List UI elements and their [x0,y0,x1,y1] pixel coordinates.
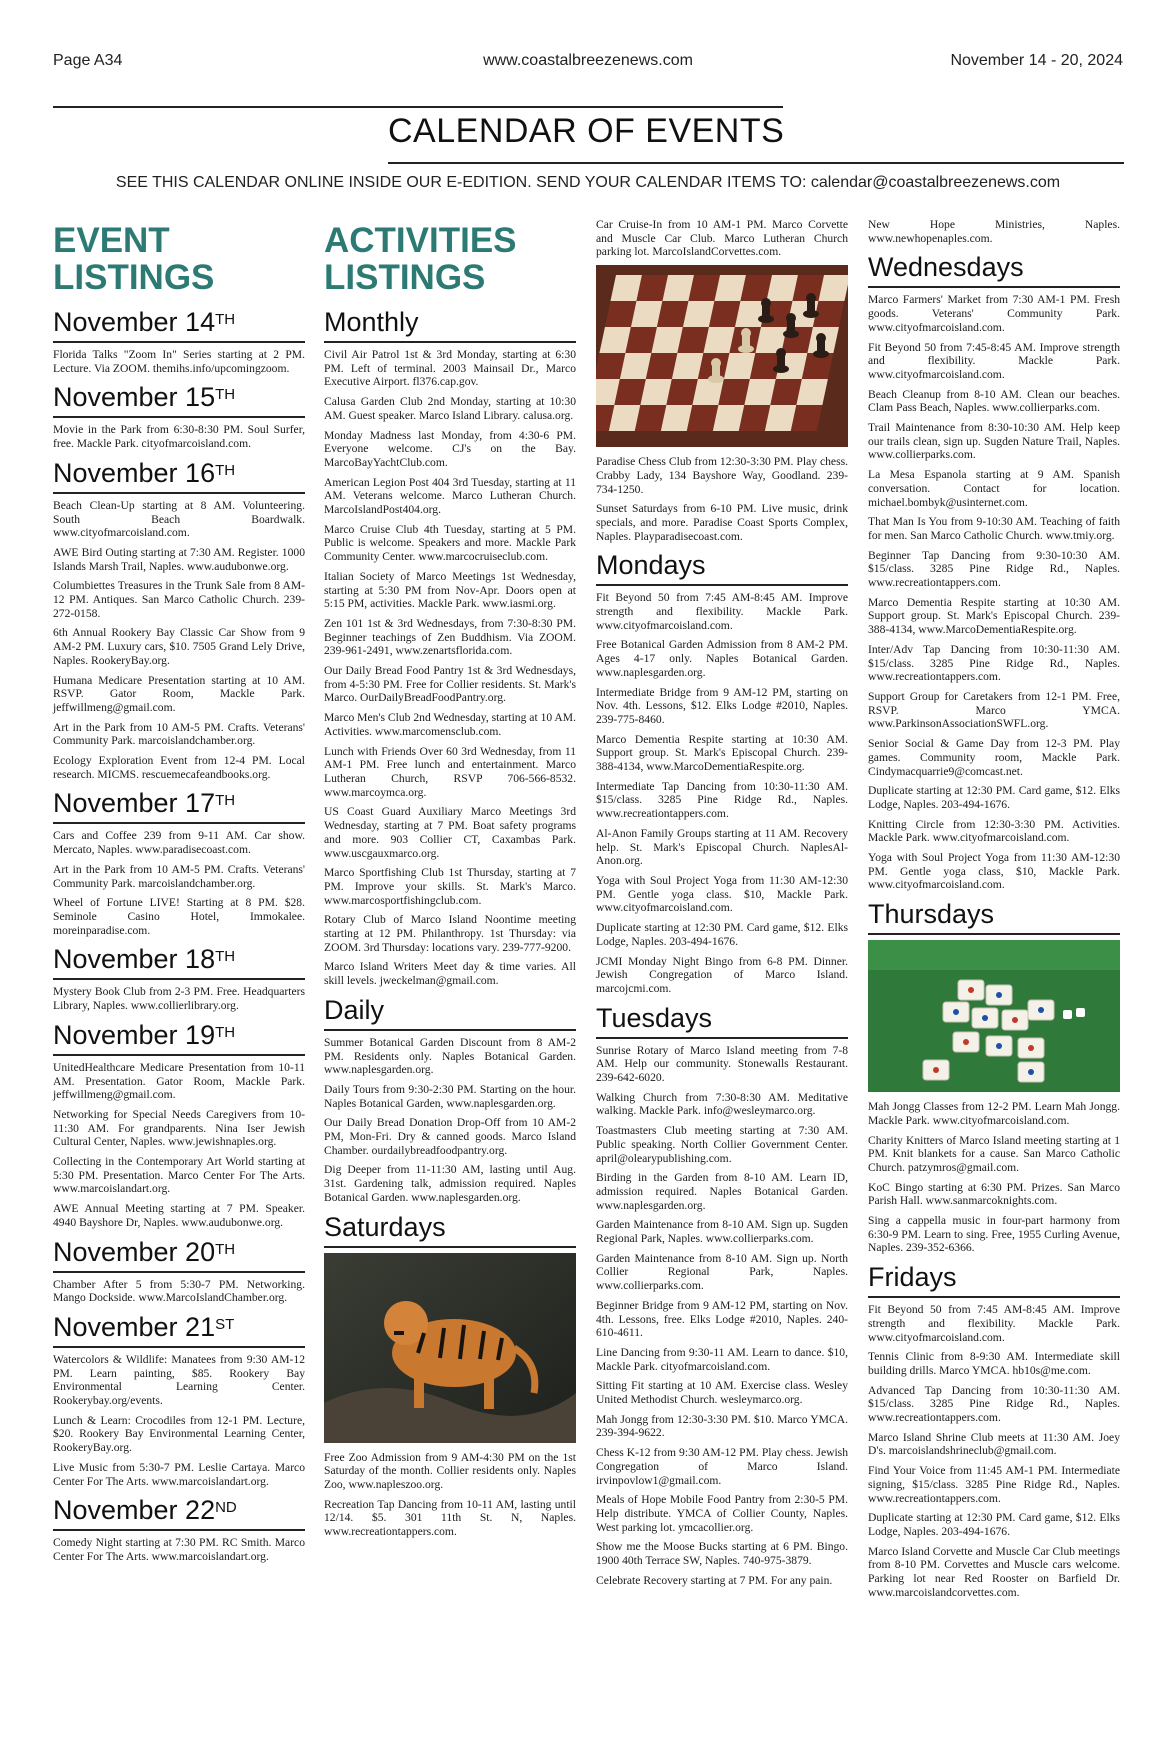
heading-line: ACTIVITIES [324,221,517,260]
listing-item: Charity Knitters of Marco Island meeting starting at 1 PM. Knit blankets for a cause. San Marco Catholic Church. patzymros@gmail.com. [868,1133,1120,1174]
listing-item: Recreation Tap Dancing from 10-11 AM, lasting until 12/14. $5. 301 11th St. N, Naples. www.recreationtappers.com. [324,1497,576,1539]
listing-item: Show me the Moose Bucks starting at 6 PM. Bingo. 1900 40th Terrace SW, Naples. 740-975-3879. [596,1540,848,1568]
event-day-heading [53,306,305,343]
event-day-label: November 16 [53,457,216,488]
event-item: 6th Annual Rookery Bay Classic Car Show from 9 AM-2 PM. Luxury cars, $10. 7505 Grand Lely Drive, Naples. RookeryBay.org. [53,626,305,667]
listing-item: Duplicate starting at 12:30 PM. Card game, $12. Elks Lodge, Naples. 203-494-1676. [596,921,848,948]
event-item: Florida Talks "Zoom In" Series starting at 2 PM. Lecture. Via ZOOM. themihs.info/upcomingzoom. [53,348,305,375]
title-rule [388,162,1124,164]
calendar-subtitle: SEE THIS CALENDAR ONLINE INSIDE OUR E-EDITION. SEND YOUR CALENDAR ITEMS TO: calendar@coastalbreezenews.com [115,174,1061,191]
listing-item: That Man Is You from 9-10:30 AM. Teaching of faith for men. San Marco Catholic Church. www.tmiy.org. [868,515,1120,542]
site-url[interactable]: www.coastalbreezenews.com [483,52,693,69]
listing-item: American Legion Post 404 3rd Tuesday, starting at 11 AM. Veterans welcome. Marco Lutheran Church. MarcoIslandPost404.org. [324,475,576,517]
listing-item: Tennis Clinic from 8-9:30 AM. Intermediate skill building drills. Marco YMCA. hb10s@me.com. [868,1350,1120,1377]
event-item: Ecology Exploration Event from 12-4 PM. Local research. MICMS. rescuemecafeandbooks.org. [53,754,305,781]
event-day-suffix: TH [215,311,236,328]
listing-item: Mah Jongg from 12:30-3:30 PM. $10. Marco YMCA. 239-394-9622. [596,1412,848,1440]
event-day-suffix: ST [215,1315,235,1333]
listing-item: Advanced Tap Dancing from 10:30-11:30 AM. $15/class. 3285 Pine Ridge Rd., Naples. www.recreationtappers.com. [868,1383,1120,1425]
event-day-heading [53,381,305,418]
listing-item: Zen 101 1st & 3rd Wednesdays, from 7:30-8:30 PM. Beginner teachings of Zen Buddhism. Via ZOOM. 239-961-2491, www.zenartsflorida.com. [324,616,576,658]
event-day-heading [53,943,305,980]
event-day-heading [53,1236,305,1273]
monthly-list [324,348,576,988]
event-day-suffix: TH [215,792,236,810]
listing-item: Intermediate Bridge from 9 AM-12 PM, starting on Nov. 4th. Lessons, $12. Elks Lodge #2010, Naples. 239-775-8460. [596,685,848,726]
activities-listings-heading [324,222,576,296]
event-item: AWE Bird Outing starting at 7:30 AM. Register. 1000 Islands Marsh Trail, Naples. www.audubonwe.org. [53,545,305,573]
listing-item: Celebrate Recovery starting at 7 PM. For any pain. [596,1573,833,1587]
listing-item: Rotary Club of Marco Island Noontime meeting starting at 12 PM. Philanthropy. 1st Thursday: via ZOOM. 3rd Thursday: locations vary. 239-777-9200. [324,913,576,954]
listing-item: Sunset Saturdays from 6-10 PM. Live music, drink specials, and more. Paradise Coast Sports Complex, Naples. Playparadisecoast.com. [596,502,848,543]
event-day-label: November 20 [53,1236,216,1267]
monthly-heading: Monthly [324,306,576,343]
fridays-heading: Fridays [868,1261,1120,1298]
listing-item: Yoga with Soul Project Yoga from 11:30 AM-12:30 PM. Gentle yoga class, $10, Mackle Park. www.cityofmarcoisland.com. [868,851,1120,892]
saturday-more-list [596,455,848,543]
event-item: Humana Medicare Presentation starting at 10 AM. RSVP. Gator Room, Mackle Park. jeffwillmeng@gmail.com. [53,673,305,714]
event-day-heading [53,787,305,824]
event-day-heading [53,1311,305,1348]
column-three [596,218,848,1594]
listing-item: Senior Social & Game Day from 12-3 PM. Play games. Community room, Mackle Park. Cindymacquarrie9@comcast.net. [868,737,1120,778]
mondays-heading: Mondays [596,549,848,586]
event-item: Wheel of Fortune LIVE! Starting at 8 PM. $28. Seminole Casino Hotel, Immokalee. moreinparadise.com. [53,896,305,937]
listing-item: Support Group for Caretakers from 12-1 PM. Free, RSVP. Marco YMCA. www.ParkinsonAssociationSWFL.org. [868,689,1120,731]
event-days [53,306,305,1564]
heading-line: LISTINGS [53,258,215,297]
listing-item: Summer Botanical Garden Discount from 8 AM-2 PM. Residents only. Naples Botanical Garden. www.naplesgarden.org. [324,1035,576,1077]
listing-item: Duplicate starting at 12:30 PM. Card game, $12. Elks Lodge, Naples. 203-494-1676. [868,784,1120,811]
listing-item: Daily Tours from 9:30-2:30 PM. Starting on the hour. Naples Botanical Garden, www.naplesgarden.org. [324,1082,576,1110]
event-item: Live Music from 5:30-7 PM. Leslie Cartaya. Marco Center For The Arts. www.marcoislandart.org. [53,1460,305,1488]
event-item: Art in the Park from 10 AM-5 PM. Crafts. Veterans' Community Park. marcoislandchamber.org. [53,862,305,890]
listing-item: Marco Island Writers Meet day & time varies. All skill levels. jweckelman@gmail.com. [324,960,576,988]
thursdays-list [868,1100,1120,1255]
listing-item: Marco Sportfishing Club 1st Thursday, starting at 7 PM. Improve your skills. St. Mark's Marco. www.marcosportfishingclub.com. [324,866,576,907]
listing-item: Car Cruise-In from 10 AM-1 PM. Marco Corvette and Muscle Car Club. Marco Lutheran Church parking lot. MarcoIslandCorvettes.com. [596,218,848,259]
header-rule [53,106,783,108]
listing-item: Inter/Adv Tap Dancing from 10:30-11:30 AM. $15/class. 3285 Pine Ridge Rd., Naples. www.recreationtappers.com. [868,642,1120,684]
listing-item: Fit Beyond 50 from 7:45 AM-8:45 AM. Improve strength and flexibility. Mackle Park. www.cityofmarcoisland.com. [596,591,848,632]
event-day-label: November 14 [53,307,216,337]
event-item: UnitedHealthcare Medicare Presentation from 10-11 AM. Presentation. Gator Room, Mackle Park. jeffwillmeng@gmail.com. [53,1060,305,1102]
listing-item: Lunch with Friends Over 60 3rd Wednesday, from 11 AM-1 PM. Free lunch and entertainment. Marco Lutheran Church, RSVP 706-566-8532. www.marcoymca.org. [324,744,576,799]
listing-item: Trail Maintenance from 8:30-10:30 AM. Help keep our trails clean, sign up. Sugden Nature Trail, Naples. www.collierparks.com. [868,421,1120,462]
listing-item: Dig Deeper from 11-11:30 AM, lasting until Aug. 31st. Gardening talk, admission required. Naples Botanical Garden. www.naplesgarden.org. [324,1163,576,1204]
listing-item: Meals of Hope Mobile Food Pantry from 2:30-5 PM. Help distribute. YMCA of Collier County, Naples. West parking lot. ymcacollier.org. [596,1493,848,1534]
event-day-label: November 17 [53,788,216,819]
event-listings-heading [53,222,305,296]
mondays-list [596,591,848,995]
listing-item: Duplicate starting at 12:30 PM. Card game, $12. Elks Lodge, Naples. 203-494-1676. [868,1511,1120,1538]
event-day-suffix: TH [215,461,236,479]
thursdays-heading: Thursdays [868,898,1120,935]
listing-item: Marco Men's Club 2nd Wednesday, starting at 10 AM. Activities. www.marcomensclub.com. [324,711,576,738]
event-day-suffix: ND [215,1499,237,1517]
event-item: Lunch & Learn: Crocodiles from 12-1 PM. Lecture, $20. Rookery Bay Environmental Learning Center, RookeryBay.org. [53,1413,305,1455]
heading-line: LISTINGS [324,258,486,297]
listing-item: Al-Anon Family Groups starting at 11 AM. Recovery help. St. Mark's Episcopal Church. NaplesAl-Anon.org. [596,826,848,868]
listing-item: Intermediate Tap Dancing from 10:30-11:30 AM. $15/class. 3285 Pine Ridge Rd., Naples. www.recreationtappers.com. [596,779,848,821]
chess-photo [596,265,848,447]
event-item: Beach Clean-Up starting at 8 AM. Volunteering. South Beach Boardwalk. www.cityofmarcoisland.com. [53,498,305,540]
listing-item: Civil Air Patrol 1st & 3rd Monday, starting at 6:30 PM. Left of terminal. 2003 Mainsail Dr., Marco Executive Airport. fl376.cap.gov. [324,348,576,389]
daily-heading: Daily [324,994,576,1031]
listing-item: Marco Dementia Respite starting at 10:30 AM. Support group. St. Mark's Episcopal Church. 239-388-4134, www.MarcoDementiaRespite.org. [596,732,848,774]
event-day-label: November 18 [53,944,216,975]
listing-item: Find Your Voice from 11:45 AM-1 PM. Intermediate signing, $15/class. 3285 Pine Ridge Rd., Naples. www.recreationtappers.com. [868,1464,1120,1505]
listing-item: New Hope Ministries, Naples. www.newhopenaples.com. [868,218,1120,245]
listing-item: Our Daily Bread Food Pantry 1st & 3rd Wednesdays, from 4-5:30 PM. Free for Collier residents. St. Mark's Marco. OurDailyBreadFoodPantry.org. [324,664,576,705]
tiger-photo [324,1253,576,1443]
listing-item: Monday Madness last Monday, from 4:30-6 PM. Everyone welcome. CJ's on the Bay. MarcoBayYachtClub.com. [324,428,576,469]
fridays-list [868,1303,1120,1599]
event-item: Mystery Book Club from 2-3 PM. Free. Headquarters Library, Naples. www.collierlibrary.org. [53,985,305,1013]
listing-item: Marco Cruise Club 4th Tuesday, starting at 5 PM. Public is welcome. Speakers and more. Mackle Park Community Center. www.marcocruiseclub.com. [324,522,576,564]
listing-item: Free Botanical Garden Admission from 8 AM-2 PM. Ages 4-17 only. Naples Botanical Garden. www.naplesgarden.org. [596,638,848,679]
issue-date: November 14 - 20, 2024 [950,52,1123,69]
listing-item: La Mesa Espanola starting at 9 AM. Spanish conversation. Contact for location. michael.bombyk@usinternet.com. [868,468,1120,509]
listing-item: Garden Maintenance from 8-10 AM. Sign up. North Collier Regional Park, Naples. www.collierparks.com. [596,1251,848,1293]
listing-item: Birding in the Garden from 8-10 AM. Learn ID, admission required. Naples Botanical Garden. www.naplesgarden.org. [596,1171,848,1212]
tuesdays-heading: Tuesdays [596,1002,848,1039]
listing-item: Marco Island Shrine Club meets at 11:30 AM. Joey D's. marcoislandshrineclub@gmail.com. [868,1430,1120,1458]
event-item: AWE Annual Meeting starting at 7 PM. Speaker. 4940 Bayshore Dr, Naples. www.audubonwe.org. [53,1202,305,1229]
page-header [53,52,1123,78]
event-item: Movie in the Park from 6:30-8:30 PM. Soul Surfer, free. Mackle Park. cityofmarcoisland.com. [53,423,305,451]
event-day-heading [53,1494,305,1531]
listing-item: US Coast Guard Auxiliary Marco Meetings 3rd Wednesday, starting at 7 PM. Boat safety programs and more. 903 Collier CT, Caxambas Park. www.uscgauxmarco.org. [324,805,576,860]
listing-item: Marco Island Corvette and Muscle Car Club meetings from 8-10 PM. Corvettes and Muscle cars welcome. Parking lot near Red Rooster on Barfield Dr. www.marcoislandcorvettes.com. [868,1544,1120,1599]
event-item: Art in the Park from 10 AM-5 PM. Crafts. Veterans' Community Park. marcoislandchamber.org. [53,720,305,748]
tuesday-continued-list [868,218,1120,245]
event-day-label: November 19 [53,1019,216,1050]
activities-listings-column [324,218,576,1545]
daily-list [324,1036,576,1205]
listing-item: Chess K-12 from 9:30 AM-12 PM. Play chess. Jewish Congregation of Marco Island. irvinpovlow1@gmail.com. [596,1446,848,1487]
listing-item: Free Zoo Admission from 9 AM-4:30 PM on the 1st Saturday of the month. Collier residents only. Naples Zoo, www.napleszoo.org. [324,1450,576,1491]
listing-item: Knitting Circle from 12:30-3:30 PM. Activities. Mackle Park. www.cityofmarcoisland.com. [868,817,1120,845]
wednesdays-list [868,293,1120,892]
mahjong-photo [868,940,1120,1092]
event-day-suffix: TH [215,948,236,966]
event-day-heading [53,457,305,494]
listing-item: Sing a cappella music in four-part harmony from 6:30-9 PM. Learn to sing. Free, 1955 Curling Avenue, Naples. 239-352-6366. [868,1214,1120,1255]
event-item: Chamber After 5 from 5:30-7 PM. Networking. Mango Dockside. www.MarcoIslandChamber.org. [53,1277,305,1305]
page-number: Page A34 [53,52,123,69]
listing-item: Marco Dementia Respite starting at 10:30 AM. Support group. St. Mark's Episcopal Church. 239-388-4134, www.MarcoDementiaRespite.org. [868,595,1120,637]
page-title: CALENDAR OF EVENTS [388,112,785,150]
event-day-heading [53,1019,305,1056]
listing-item: Sitting Fit starting at 10 AM. Exercise class. Wesley United Methodist Church. wesleymarco.org. [596,1379,848,1407]
listing-item: Fit Beyond 50 from 7:45 AM-8:45 AM. Improve strength and flexibility. Mackle Park. www.cityofmarcoisland.com. [868,1303,1120,1344]
listing-item: JCMI Monday Night Bingo from 6-8 PM. Dinner. Jewish Congregation of Marco Island. marcojcmi.com. [596,954,848,995]
event-day-suffix: TH [215,386,236,404]
listing-item: Fit Beyond 50 from 7:45-8:45 AM. Improve strength and flexibility. Mackle Park. www.cityofmarcoisland.com. [868,340,1120,381]
event-item: Networking for Special Needs Caregivers from 10-11:30 AM. For grandparents. Nina Iser Jewish Cultural Center, Naples. www.jewishnaples.org. [53,1107,305,1149]
listing-item: Walking Church from 7:30-8:30 AM. Meditative walking. Mackle Park. info@wesleymarco.org. [596,1090,848,1118]
saturdays-list [324,1451,576,1539]
listing-item: Calusa Garden Club 2nd Monday, starting at 10:30 AM. Guest speaker. Marco Island Library. calusa.org. [324,395,576,422]
saturdays-heading: Saturdays [324,1211,576,1248]
listing-item: Beginner Bridge from 9 AM-12 PM, starting on Nov. 4th. Lessons, free. Elks Lodge #2010, Naples. 240-610-4611. [596,1298,848,1340]
listing-item: Beach Cleanup from 8-10 AM. Clean our beaches. Clam Pass Beach, Naples. www.collierparks.com. [868,387,1120,415]
listing-item: Italian Society of Marco Meetings 1st Wednesday, starting at 5:30 PM from Nov-Apr. Doors open at 5:15 PM, activities. Mackle Park. www.iasmi.org. [324,569,576,611]
listing-item: KoC Bingo starting at 6:30 PM. Prizes. San Marco Parish Hall. www.sanmarcoknights.com. [868,1180,1120,1208]
event-item: Comedy Night starting at 7:30 PM. RC Smith. Marco Center For The Arts. www.marcoislandart.org. [53,1536,305,1563]
listing-item: Toastmasters Club meeting starting at 7:30 AM. Public speaking. North Collier Government Center. april@olearypublishing.com. [596,1124,848,1165]
event-item: Columbiettes Treasures in the Trunk Sale from 8 AM-12 PM. Antiques. San Marco Catholic Church. 239-272-0158. [53,579,305,620]
listing-item: Our Daily Bread Donation Drop-Off from 10 AM-2 PM, Mon-Fri. Dry & canned goods. Marco Island Chamber. ourdailybreadfoodpantry.org. [324,1116,576,1157]
listing-item: Sunrise Rotary of Marco Island meeting from 7-8 AM. Help our community. Stonewalls Restaurant. 239-642-6020. [596,1043,848,1085]
listing-item: Yoga with Soul Project Yoga from 11:30 AM-12:30 PM. Gentle yoga class. $10, Mackle Park. www.cityofmarcoisland.com. [596,873,848,915]
event-day-label: November 21 [53,1311,216,1342]
event-listings-column [53,218,305,1570]
event-item: Cars and Coffee 239 from 9-11 AM. Car show. Mercato, Naples. www.paradisecoast.com. [53,829,305,857]
tuesdays-list [596,1044,848,1588]
event-day-suffix: TH [215,1023,236,1041]
listing-item: Garden Maintenance from 8-10 AM. Sign up. Sugden Regional Park, Naples. www.collierparks.com. [596,1218,848,1246]
listing-item: Marco Farmers' Market from 7:30 AM-1 PM. Fresh goods. Veterans' Community Park. www.cityofmarcoisland.com. [868,293,1120,334]
event-item: Watercolors & Wildlife: Manatees from 9:30 AM-12 PM. Learn painting, $85. Rookery Bay Environmental Learning Center. Rookerybay.org/events. [53,1352,305,1408]
saturday-continued-list [596,218,848,259]
column-four [868,218,1120,1606]
event-item: Collecting in the Contemporary Art World starting at 5:30 PM. Presentation. Marco Center For The Arts. www.marcoislandart.org. [53,1155,305,1196]
event-day-suffix: TH [215,1240,236,1258]
listing-item: Beginner Tap Dancing from 9:30-10:30 AM. $15/class. 3285 Pine Ridge Rd., Naples. www.recreationtappers.com. [868,548,1120,590]
event-day-label: November 22 [53,1495,216,1526]
wednesdays-heading: Wednesdays [868,251,1120,288]
listing-item: Mah Jongg Classes from 12-2 PM. Learn Mah Jongg. Mackle Park. www.cityofmarcoisland.com. [868,1100,1120,1127]
listing-item: Line Dancing from 9:30-11 AM. Learn to dance. $10, Mackle Park. cityofmarcoisland.com. [596,1345,848,1373]
heading-line: EVENT [53,221,170,260]
listing-item: Paradise Chess Club from 12:30-3:30 PM. Play chess. Crabby Lady, 134 Bayshore Way, Goodland. 239-734-1250. [596,455,848,496]
event-day-label: November 15 [53,382,216,413]
